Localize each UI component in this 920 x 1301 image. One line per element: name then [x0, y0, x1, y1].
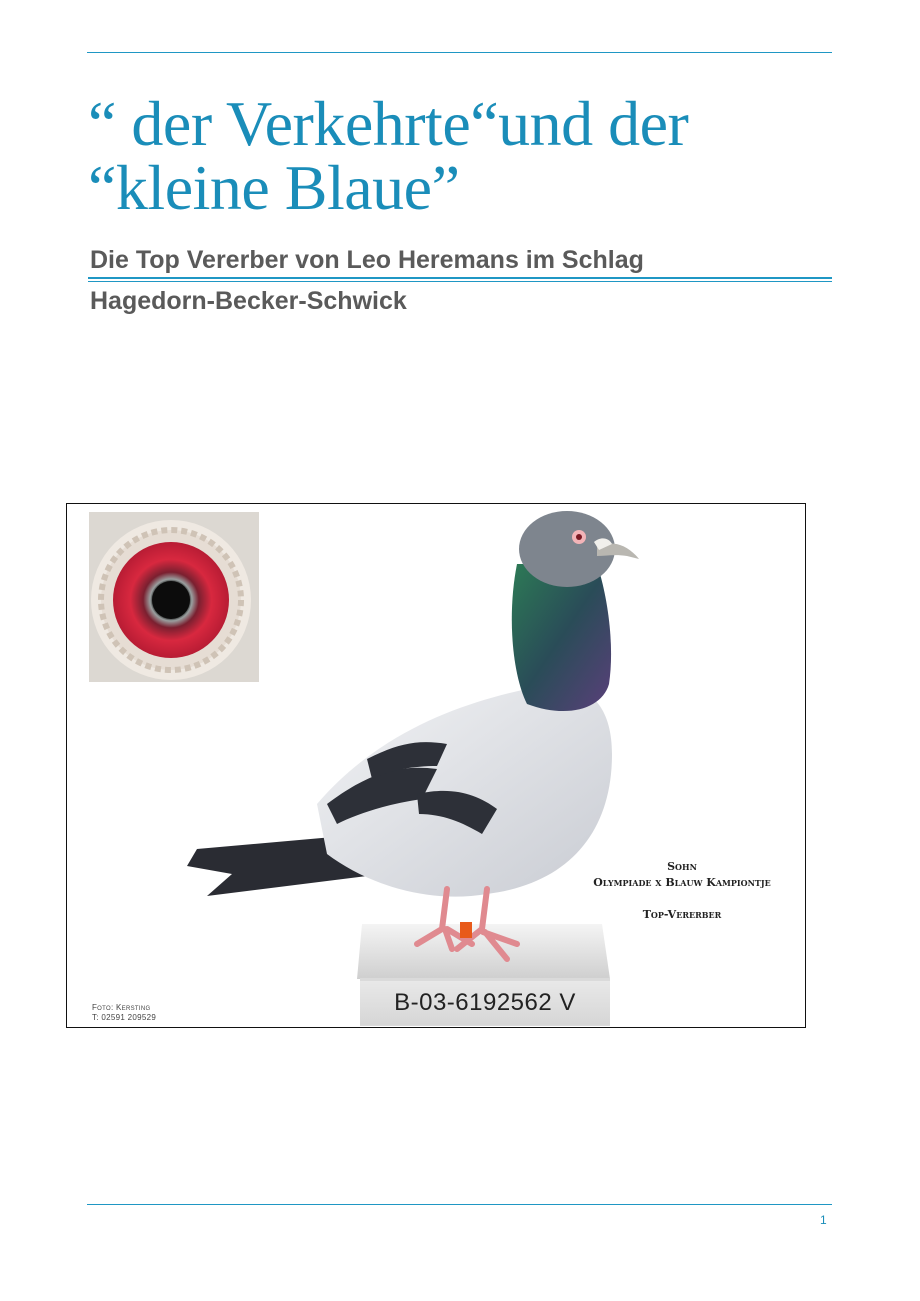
ring-number: B-03-6192562 V: [394, 989, 576, 1016]
caption-line-2: Olympiade x Blauw Kampiontje: [593, 876, 771, 889]
document-subtitle: Die Top Vererber von Leo Heremans im Schlag: [90, 246, 644, 274]
title-line-2: “kleine Blaue”: [88, 152, 460, 223]
credit-line-2: T: 02591 209529: [92, 1013, 157, 1022]
credit-line-1: Foto: Kersting: [92, 1003, 151, 1012]
subtitle-rule: [88, 277, 832, 279]
pigeon-illustration: [67, 504, 804, 1026]
pigeon-caption: [563, 859, 801, 923]
ring-number-plate: [360, 981, 610, 1025]
header-rule: [87, 52, 832, 53]
caption-line-1: Sohn: [667, 860, 697, 873]
page-number: 1: [820, 1213, 827, 1227]
document-subtitle-2: Hagedorn-Becker-Schwick: [90, 287, 407, 315]
eye-inset: [89, 512, 259, 682]
photo-credit: [92, 1003, 156, 1023]
pigeon-photo: [66, 503, 806, 1028]
caption-line-3: Top-Vererber: [642, 908, 722, 921]
title-line-1: “ der Verkehrte“und der: [88, 88, 689, 159]
subtitle-rule-thin: [88, 281, 832, 282]
document-title: [88, 88, 848, 223]
footer-rule: [87, 1204, 832, 1205]
